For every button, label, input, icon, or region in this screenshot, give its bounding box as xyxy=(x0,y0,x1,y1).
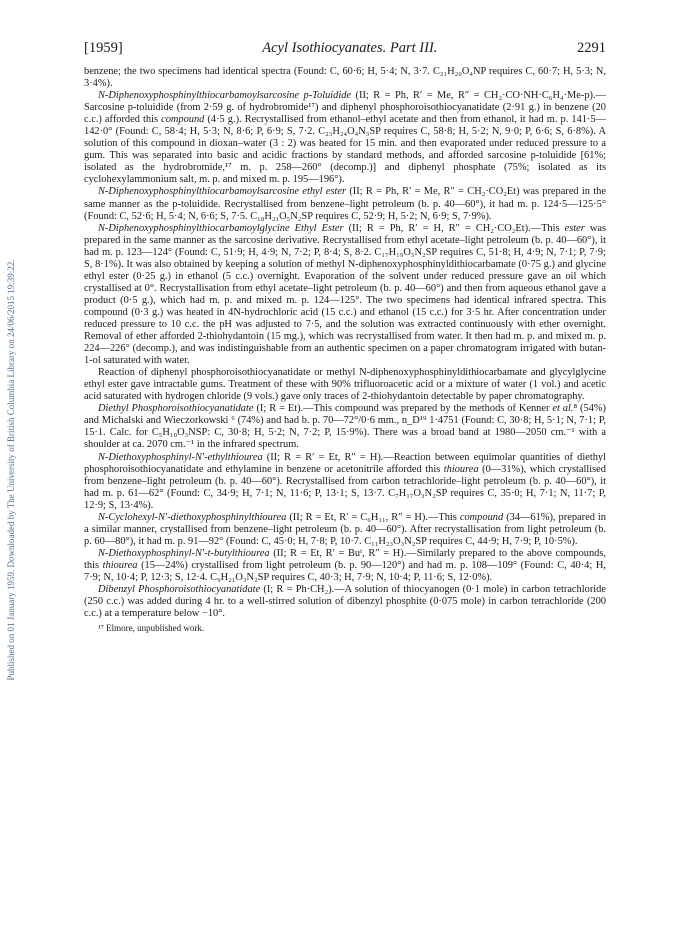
italic-run: et al. xyxy=(552,403,574,415)
italic-run: compound xyxy=(459,511,504,523)
text-run: (II; R = Ph, R′ = Me, R″ = CH₂·CO·NH·C₆H₄·Me-p).—Sarcosine p-toluidide (from 2·59 g. of hydrobromide¹⁷) and diphenyl phosphoroisothiocyanatidate (2·91 g.) in benzene (20 c.c.) afforded this xyxy=(84,90,606,126)
text-run: (II; R = R′ = Et, R″ = H).—Reaction between equimolar quantities of diethyl phosphoroisothiocyanatidate and ethylamine in benzene or acetonitrile afforded this xyxy=(84,451,606,475)
body-paragraph xyxy=(84,548,606,584)
body-paragraph xyxy=(84,90,606,186)
italic-run: thiourea xyxy=(443,463,479,475)
text-run: (II; R = Et, R′ = C₆H₁₁, R″ = H).—This xyxy=(286,511,460,523)
body-paragraph xyxy=(84,452,606,512)
italic-run: Diethyl Phosphoroisothiocyanatidate xyxy=(98,403,254,415)
italic-run: N-Diethoxyphosphinyl-N′-ethylthiourea xyxy=(98,451,263,463)
text-run: (I; R = Ph·CH₂).—A solution of thiocyanogen (0·1 mole) in carbon tetrachloride (250 c.c.) was added during 4 hr. to a well-stirred solution of dibenzyl phosphite (0·075 mole) in carbon tetrachloride (200 c.c.) at a temperature below −10°. xyxy=(84,584,606,620)
text-run: (0—31%), which crystallised from benzene–light petroleum (b. p. 40—60°). Recrystallised from carbon tetrachloride–light petroleum (b. p. 40—60°), it had m. p. 61—62° (Found: C, 34·9; H, 7·1; N, 11·6; P, 13·1; S, 13·7. C₇H₁₇O₃N₂SP requires C, 35·0; H, 7·1; N, 11·7; P, 12·9; S, 13·4%). xyxy=(84,463,606,511)
text-run: benzene; the two specimens had identical spectra (Found: C, 60·6; H, 5·4; N, 3·7. C₂₁H₂₀O₄NP requires C, 60·7; H, 5·3; N, 3·4%). xyxy=(84,66,606,90)
italic-run: N-Diethoxyphosphinyl-N′-t-butylthiourea xyxy=(98,547,270,559)
header-year: [1959] xyxy=(84,40,123,56)
running-title: Acyl Isothiocyanates. Part III. xyxy=(262,40,438,56)
text-run: (4·5 g.). Recrystallised from ethanol–ethyl acetate and then from ethanol, it had m. p. 141·5—142·0° (Found: C, 58·4; H, 5·3; N, 8·6; P, 6·9; S, 7·2. C₂₃H₂₄O₄N₃SP requires C, 58·8; H, 5·2; N, 9·0; P, 6·6; S, 6·8%). A solution of this compound in dioxan–water (3 : 2) was heated for 15 min. and then evaporated under reduced pressure to a gum. This was separated into basic and acidic fractions by standard methods, and afforded sarcosine p-toluidide [61%; isolated as the hydrobromide,¹⁷ m. p. 258—260° (decomp.)] and diphenyl phosphate (75%; isolated as its cyclohexylammonium salt, m. p. and mixed m. p. 195—196°). xyxy=(84,114,607,186)
page-number: 2291 xyxy=(576,40,606,56)
body-paragraph xyxy=(84,66,606,90)
text-run: (I; R = Et).—This compound was prepared by the methods of Kenner xyxy=(253,403,553,415)
body-paragraph xyxy=(84,403,606,451)
italic-run: compound xyxy=(161,114,205,126)
article-body xyxy=(84,66,606,620)
journal-page xyxy=(84,40,606,634)
text-run: (II; R = Ph, R′ = Me, R″ = CH₂·CO₂Et) was prepared in the same manner as the p-toluidide. Recrystallised from benzene–light petroleum (b. p. 40—60°), it had m. p. 124·5—125·5° (Found: C, 52·6; H, 5·4; N, 6·6; S, 7·5. C₁₈H₂₁O₅N₂SP requires C, 52·9; H, 5·2; N, 6·9; S, 7·9%). xyxy=(84,186,606,222)
download-notice xyxy=(6,90,20,850)
italic-run: N-Cyclohexyl-N′-diethoxyphosphinylthiourea xyxy=(98,511,287,523)
download-notice-text: Published on 01 January 1959. Downloaded by The University of British Columbia Library on 24/06/2015 19:39:22. xyxy=(6,259,16,681)
body-paragraph xyxy=(84,367,606,403)
text-run: (II; R = Et, R′ = Buᵗ, R″ = H).—Similarly prepared to the above compounds, this xyxy=(84,547,606,571)
italic-run: N-Diphenoxyphosphinylthiocarbamoylglycine Ethyl Ester xyxy=(98,222,344,234)
body-paragraph xyxy=(84,512,606,548)
text-run: ⁸ (54%) and Michalski and Wieczorkowski ⁶ (74%) and had b. p. 70—72°/0·6 mm., n_D¹⁹ 1·4751 (Found: C, 30·8; H, 5·1; N, 7·1; P, 15·1. Calc. for C₅H₁₀O₃NSP: C, 30·8; H, 5·2; N, 7·2; P, 15·9%). There was a broad band at 1980—2050 cm.⁻¹ with a shoulder at ca. 2070 cm.⁻¹ in the infrared spectrum. xyxy=(84,403,607,451)
text-run: Reaction of diphenyl phosphoroisothiocyanatidate or methyl N-diphenoxyphosphinyldithiocarbamate and glycylglycine ethyl ester gave intractable gums. Treatment of these with 90% trifluoroacetic acid or a mixture of water (1 vol.) and acetic acid saturated with hydrogen chloride (9 vols.) gave only traces of 2-thiohydantoin detectable by paper chromatography. xyxy=(84,367,606,403)
italic-run: N-Diphenoxyphosphinylthiocarbamoylsarcosine xyxy=(98,90,300,102)
text-run: (34—61%), prepared in a similar manner, crystallised from benzene–light petroleum (b. p. 40—60°). After recrystallisation from light petroleum (b. p. 60—80°), it had m. p. 91—92° (Found: C, 45·0; H, 7·8; P, 10·7. C₁₁H₂₃O₃N₂SP requires C, 44·9; H, 7·9; P, 10·5%). xyxy=(84,511,606,547)
body-paragraph xyxy=(84,584,606,620)
text-run: (II; R = Ph, R′ = H, R″ = CH₂·CO₂Et).—This xyxy=(343,222,565,234)
italic-run: p-Toluidide xyxy=(303,90,352,102)
italic-run: N-Diphenoxyphosphinylthiocarbamoylsarcosine ethyl ester xyxy=(98,186,347,198)
italic-run: thiourea xyxy=(102,559,138,571)
italic-run: ester xyxy=(564,222,585,234)
body-paragraph xyxy=(84,223,606,368)
body-paragraph xyxy=(84,186,606,222)
text-run: was prepared in the same manner as the sarcosine derivative. Recrystallised from ethyl acetate–light petroleum (b. p. 40—60°), it had m. p. 123—124° (Found: C, 51·9; H, 4·9; N, 7·2; P, 8·4; S, 8·2. C₁₇H₁₉O₅N₂SP requires C, 51·8; H, 4·9; N, 7·1; P, 7·9; S, 8·1%). It was also obtained by keeping a solution of methyl N-diphenoxyphosphinyldithiocarbamate (0·75 g.) and glycine ethyl ester (0·25 g.) in ethanol (5 c.c.) overnight. Evaporation of the solvent under reduced pressure gave an oil which crystallised at 0°. Recrystallisation from ethyl acetate–light petroleum (b. p. 40—60°) and then from aqueous ethanol gave a product (0·5 g.), which had m. p. and mixed m. p. 124—125°. The two specimens had identical infrared spectra. This compound (0·3 g.) was heated in 4N-hydrochloric acid (15 c.c.) and ethanol (15 c.c.) for 3·5 hr. After concentration under reduced pressure to 10 c.c. the pH was adjusted to 7·5, and the solution was extracted continuously with ether overnight. Removal of ether afforded 2-thiohydantoin (15 mg.), which was recrystallised from water. It then had m. p. and mixed m. p. 224—226° (decomp.), and was indistinguishable from an authentic specimen on a paper chromatogram irrigated with butan-1-ol saturated with water. xyxy=(84,222,606,367)
footnote: ¹⁷ Elmore, unpublished work. xyxy=(98,623,205,634)
text-run: (15—24%) crystallised from light petroleum (b. p. 90—120°) and had m. p. 108—109° (Found: C, 40·4; H, 7·9; N, 10·4; P, 12·3; S, 12·4. C₉H₂₁O₃N₂SP requires C, 40·3; H, 7·9; N, 10·4; P, 11·6; S, 12·0%). xyxy=(84,559,606,583)
page-header xyxy=(84,40,606,57)
italic-run: Dibenzyl Phosphoroisothiocyanatidate xyxy=(98,584,261,596)
